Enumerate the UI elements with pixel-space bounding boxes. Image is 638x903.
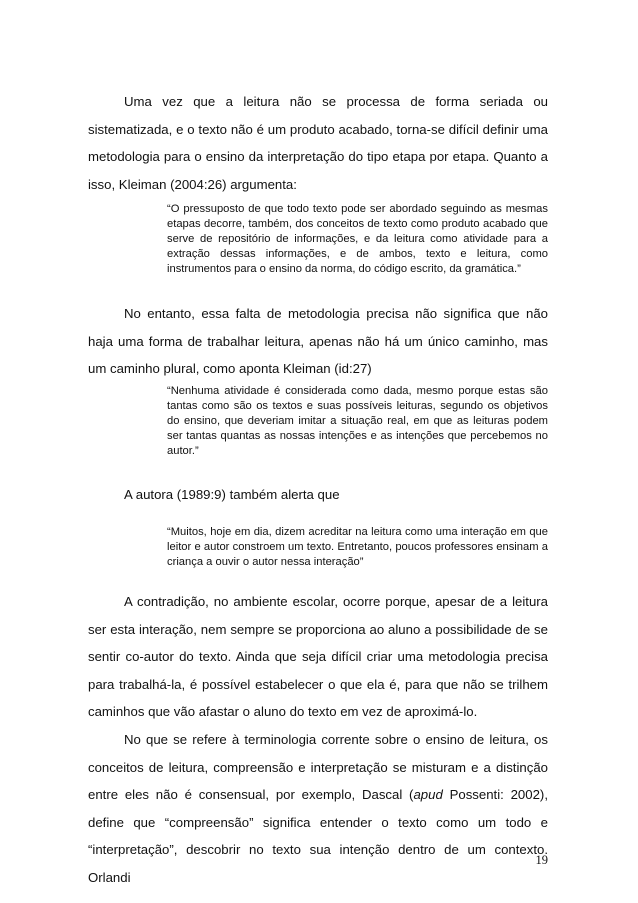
paragraph-1: Uma vez que a leitura não se processa de forma seriada ou sistematizada, e o texto não é um produto acabado, torna-se difícil definir uma metodologia para o ensino da interpretação do tipo etapa por etapa. Quanto a isso, Kleiman (2004:26) argumenta:: [88, 94, 548, 192]
paragraph-4: A contradição, no ambiente escolar, ocorre porque, apesar de a leitura ser esta interação, nem sempre se proporciona ao aluno a possibilidade de se sentir co-autor do texto. Ainda que seja difícil criar uma metodologia precisa para trabalhá-la, é possível estabelecer o que ela é, para que não se trilhem caminhos que vão afastar o aluno do texto em vez de aproximá-lo.: [88, 594, 548, 719]
paragraph-5: [88, 726, 548, 891]
block-quote-1: “O pressuposto de que todo texto pode ser abordado seguindo as mesmas etapas decorre, também, dos conceitos de texto como produto acabado que serve de repositório de informações, e da leitura como atividade para a extração dessas informações, e de ambos, texto e leitura, como instrumentos para o ensino da norma, do código escrito, da gramática.”: [167, 203, 548, 275]
page-number: 19: [535, 853, 548, 867]
paragraph-5-italic: apud: [413, 787, 443, 802]
paragraph-2: No entanto, essa falta de metodologia precisa não significa que não haja uma forma de trabalhar leitura, apenas não há um único caminho, mas um caminho plural, como aponta Kleiman (id:27): [88, 306, 548, 376]
block-quote-2: “Nenhuma atividade é considerada como dada, mesmo porque estas são tantas como são os textos e suas possíveis leituras, segundo os objetivos do ensino, que deveriam imitar a situação real, em que as leituras podem ser tantas quantas as nossas intenções e as intenções que percebemos no autor.”: [167, 385, 548, 457]
paragraph-5-text-a: No que se refere à terminologia corrente sobre o ensino de leitura, os conceitos de leitura, compreensão e interpretação se misturam e a distinção entre eles não é consensual, por exemplo, Dascal (: [88, 732, 548, 802]
paragraph-5-text-b: Possenti: 2002), define que “compreensão” significa entender o texto como um todo e “interpretação”, descobrir no texto sua intenção dentro de um contexto. Orlandi: [88, 787, 548, 885]
block-quote-3: “Muitos, hoje em dia, dizem acreditar na leitura como uma interação em que leitor e autor constroem um texto. Entretanto, poucos professores ensinam a criança a ouvir o autor nessa interação”: [167, 526, 548, 568]
paragraph-3: A autora (1989:9) também alerta que: [124, 487, 340, 502]
